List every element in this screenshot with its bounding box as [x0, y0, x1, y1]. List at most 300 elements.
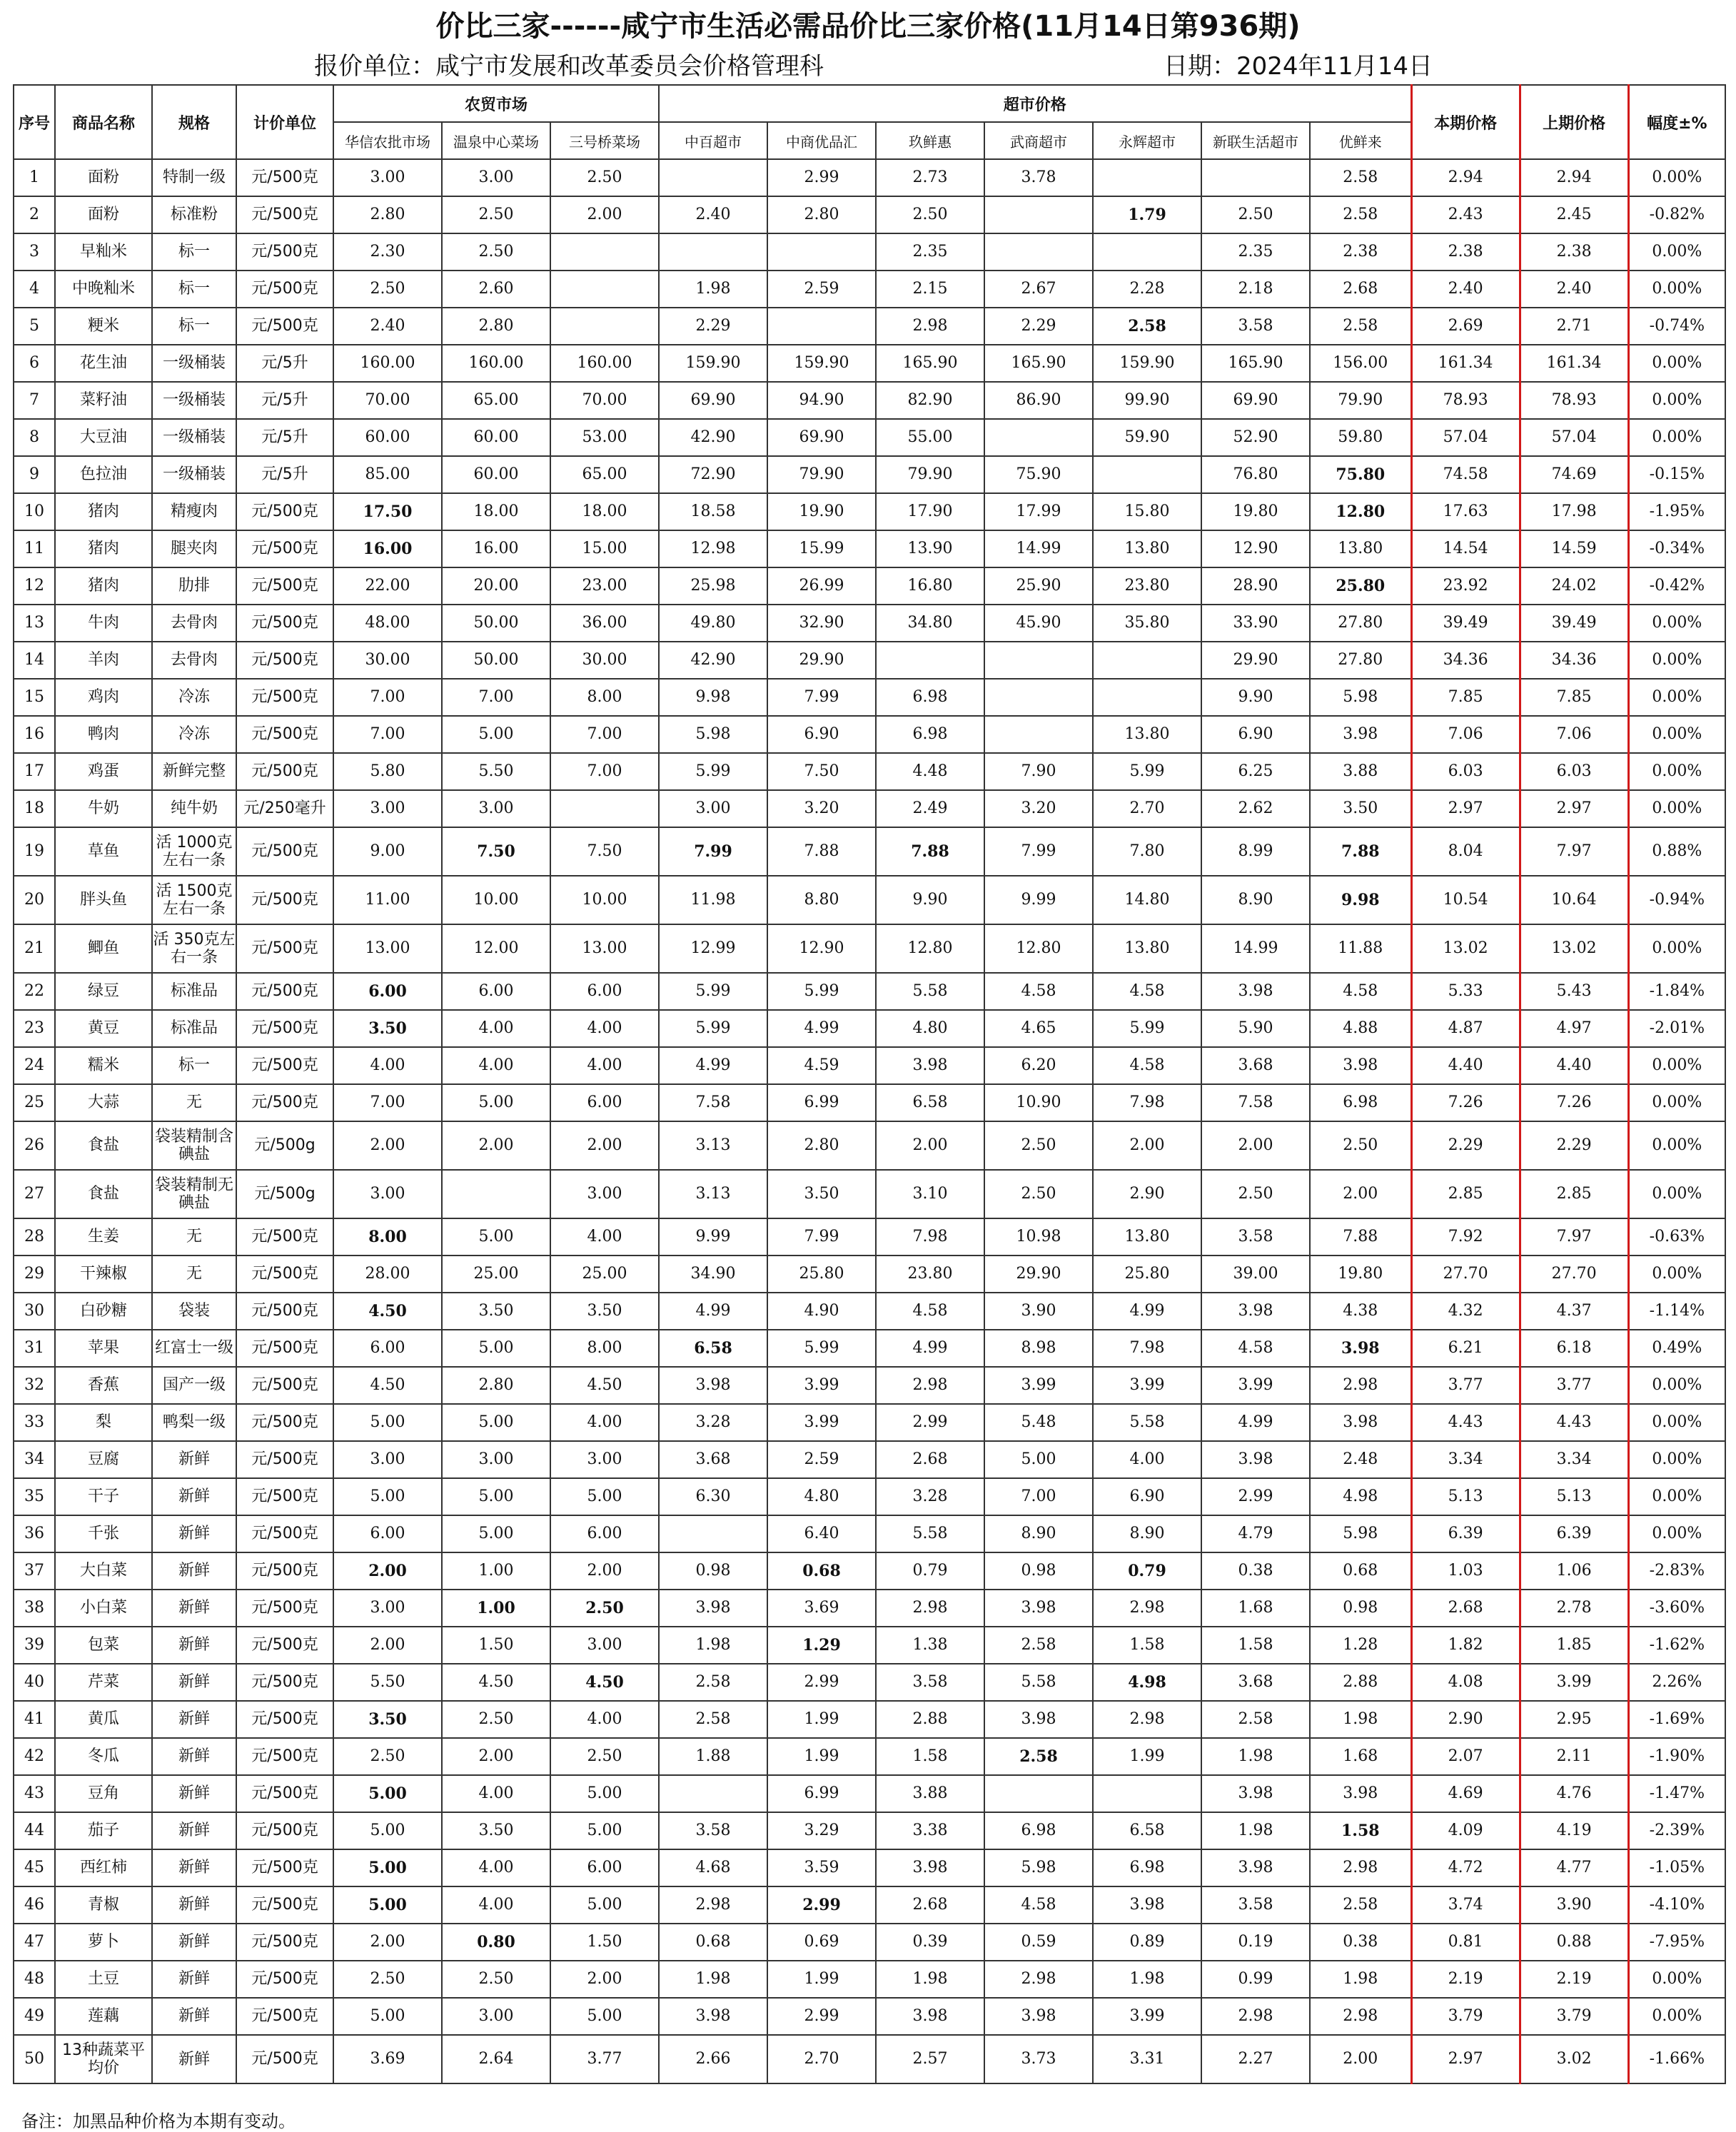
cell-spec: 无 — [152, 1218, 236, 1256]
cell-name: 梨 — [55, 1404, 152, 1441]
cell-change: 0.00% — [1628, 924, 1725, 973]
table-row — [14, 1812, 1725, 1849]
cell-price: 2.58 — [1310, 308, 1411, 345]
cell-price: 0.89 — [1093, 1924, 1201, 1961]
cell-current-price: 3.77 — [1411, 1367, 1520, 1404]
cell-name: 香蕉 — [55, 1367, 152, 1404]
cell-price: 2.50 — [442, 1701, 550, 1738]
cell-price: 7.00 — [333, 679, 442, 716]
cell-price: 3.00 — [333, 1441, 442, 1478]
cell-unit: 元/500克 — [236, 924, 333, 973]
cell-price: 1.98 — [659, 1627, 767, 1664]
cell-price: 7.90 — [984, 753, 1093, 790]
cell-price: 5.00 — [442, 1404, 550, 1441]
cell-price: 2.68 — [876, 1886, 984, 1924]
cell-price: 1.99 — [767, 1701, 876, 1738]
cell-unit: 元/5升 — [236, 345, 333, 382]
cell-seq: 40 — [14, 1664, 55, 1701]
cell-unit: 元/5升 — [236, 419, 333, 456]
cell-price: 17.90 — [876, 493, 984, 530]
cell-price — [659, 159, 767, 196]
cell-price: 12.99 — [659, 924, 767, 973]
cell-price: 18.58 — [659, 493, 767, 530]
cell-price: 2.00 — [550, 196, 659, 233]
cell-previous-price: 17.98 — [1520, 493, 1628, 530]
cell-price: 2.00 — [442, 1121, 550, 1170]
cell-previous-price: 2.97 — [1520, 790, 1628, 827]
cell-name: 鲫鱼 — [55, 924, 152, 973]
cell-unit: 元/500克 — [236, 1404, 333, 1441]
cell-price: 4.00 — [550, 1010, 659, 1047]
cell-change: 2.26% — [1628, 1664, 1725, 1701]
cell-spec: 新鲜 — [152, 1849, 236, 1886]
table-row — [14, 1047, 1725, 1084]
cell-price: 2.00 — [550, 1961, 659, 1998]
cell-price: 2.58 — [1093, 308, 1201, 345]
cell-price — [984, 196, 1093, 233]
cell-current-price: 2.43 — [1411, 196, 1520, 233]
table-row — [14, 605, 1725, 642]
cell-change: -1.84% — [1628, 973, 1725, 1010]
cell-spec: 国产一级 — [152, 1367, 236, 1404]
table-row — [14, 1256, 1725, 1293]
cell-spec: 袋装精制无碘盐 — [152, 1170, 236, 1218]
cell-spec: 新鲜 — [152, 1738, 236, 1775]
cell-price: 3.31 — [1093, 2035, 1201, 2083]
cell-price: 1.50 — [550, 1924, 659, 1961]
cell-price: 5.00 — [333, 1812, 442, 1849]
cell-change: -0.82% — [1628, 196, 1725, 233]
cell-price: 5.99 — [1093, 1010, 1201, 1047]
cell-price — [1201, 159, 1310, 196]
cell-price: 3.00 — [659, 790, 767, 827]
cell-seq: 8 — [14, 419, 55, 456]
cell-price: 3.10 — [876, 1170, 984, 1218]
cell-current-price: 2.94 — [1411, 159, 1520, 196]
table-row — [14, 308, 1725, 345]
cell-spec: 新鲜 — [152, 1590, 236, 1627]
cell-price: 6.98 — [876, 716, 984, 753]
cell-unit: 元/500g — [236, 1170, 333, 1218]
cell-previous-price: 13.02 — [1520, 924, 1628, 973]
cell-price: 7.50 — [767, 753, 876, 790]
cell-price: 2.50 — [442, 196, 550, 233]
cell-price: 29.90 — [984, 1256, 1093, 1293]
cell-price: 3.50 — [550, 1293, 659, 1330]
cell-price: 27.80 — [1310, 642, 1411, 679]
cell-price: 6.90 — [1093, 1478, 1201, 1515]
cell-seq: 44 — [14, 1812, 55, 1849]
cell-price: 7.98 — [1093, 1330, 1201, 1367]
cell-price: 2.50 — [876, 196, 984, 233]
cell-price: 1.50 — [442, 1627, 550, 1664]
cell-price: 12.98 — [659, 530, 767, 567]
cell-unit: 元/500克 — [236, 642, 333, 679]
table-row — [14, 1998, 1725, 2035]
cell-previous-price: 5.13 — [1520, 1478, 1628, 1515]
cell-price: 25.00 — [442, 1256, 550, 1293]
cell-price: 17.99 — [984, 493, 1093, 530]
cell-change: 0.00% — [1628, 419, 1725, 456]
cell-current-price: 23.92 — [1411, 567, 1520, 605]
cell-price: 16.00 — [442, 530, 550, 567]
cell-price: 14.99 — [1201, 924, 1310, 973]
cell-price: 3.98 — [1201, 1441, 1310, 1478]
cell-current-price: 3.74 — [1411, 1886, 1520, 1924]
cell-price: 2.40 — [333, 308, 442, 345]
cell-price: 7.58 — [1201, 1084, 1310, 1121]
cell-price — [1093, 1775, 1201, 1812]
cell-price: 7.99 — [767, 1218, 876, 1256]
cell-previous-price: 2.38 — [1520, 233, 1628, 271]
cell-current-price: 2.40 — [1411, 271, 1520, 308]
cell-unit: 元/500克 — [236, 1849, 333, 1886]
cell-price: 35.80 — [1093, 605, 1201, 642]
cell-price: 2.98 — [1093, 1590, 1201, 1627]
cell-seq: 12 — [14, 567, 55, 605]
cell-price: 6.00 — [550, 1084, 659, 1121]
cell-price: 4.50 — [442, 1664, 550, 1701]
cell-unit: 元/500克 — [236, 567, 333, 605]
cell-unit: 元/500克 — [236, 1478, 333, 1515]
cell-spec: 袋装精制含碘盐 — [152, 1121, 236, 1170]
cell-unit: 元/500克 — [236, 1924, 333, 1961]
cell-name: 菜籽油 — [55, 382, 152, 419]
cell-price: 5.00 — [550, 1478, 659, 1515]
cell-price: 29.90 — [767, 642, 876, 679]
cell-name: 猪肉 — [55, 567, 152, 605]
cell-previous-price: 4.43 — [1520, 1404, 1628, 1441]
cell-price: 7.00 — [984, 1478, 1093, 1515]
cell-price: 34.80 — [876, 605, 984, 642]
cell-seq: 30 — [14, 1293, 55, 1330]
table-row — [14, 1330, 1725, 1367]
cell-change: 0.00% — [1628, 159, 1725, 196]
header-store: 新联生活超市 — [1201, 122, 1310, 159]
cell-price: 48.00 — [333, 605, 442, 642]
cell-price: 5.98 — [1310, 679, 1411, 716]
cell-price: 2.00 — [442, 1738, 550, 1775]
cell-price: 6.25 — [1201, 753, 1310, 790]
cell-price: 6.98 — [1310, 1084, 1411, 1121]
cell-price: 5.00 — [550, 1998, 659, 2035]
cell-name: 食盐 — [55, 1121, 152, 1170]
cell-price — [767, 233, 876, 271]
cell-unit: 元/500克 — [236, 1441, 333, 1478]
cell-price: 160.00 — [442, 345, 550, 382]
cell-price: 2.80 — [767, 1121, 876, 1170]
cell-current-price: 1.03 — [1411, 1552, 1520, 1590]
cell-price: 3.88 — [1310, 753, 1411, 790]
table-row — [14, 642, 1725, 679]
header-farm-markets: 农贸市场 — [333, 85, 659, 122]
cell-price: 2.58 — [984, 1738, 1093, 1775]
cell-price: 4.50 — [550, 1664, 659, 1701]
table-row — [14, 159, 1725, 196]
cell-current-price: 5.13 — [1411, 1478, 1520, 1515]
cell-price: 4.58 — [1093, 973, 1201, 1010]
cell-price: 42.90 — [659, 642, 767, 679]
cell-previous-price: 57.04 — [1520, 419, 1628, 456]
cell-current-price: 8.04 — [1411, 827, 1520, 876]
cell-price: 1.58 — [1201, 1627, 1310, 1664]
cell-seq: 26 — [14, 1121, 55, 1170]
cell-spec: 无 — [152, 1256, 236, 1293]
cell-price: 159.90 — [767, 345, 876, 382]
table-row — [14, 1775, 1725, 1812]
table-row — [14, 382, 1725, 419]
cell-seq: 45 — [14, 1849, 55, 1886]
cell-price: 75.80 — [1310, 456, 1411, 493]
cell-price: 32.90 — [767, 605, 876, 642]
cell-unit: 元/5升 — [236, 456, 333, 493]
cell-price: 9.00 — [333, 827, 442, 876]
cell-name: 糯米 — [55, 1047, 152, 1084]
cell-price: 2.00 — [550, 1552, 659, 1590]
cell-price: 4.00 — [442, 1849, 550, 1886]
cell-current-price: 4.09 — [1411, 1812, 1520, 1849]
cell-price: 9.99 — [984, 876, 1093, 924]
cell-price: 0.39 — [876, 1924, 984, 1961]
cell-unit: 元/500克 — [236, 1218, 333, 1256]
cell-price: 1.38 — [876, 1627, 984, 1664]
cell-price: 7.58 — [659, 1084, 767, 1121]
cell-price: 2.57 — [876, 2035, 984, 2083]
cell-price: 29.90 — [1201, 642, 1310, 679]
cell-change: -2.01% — [1628, 1010, 1725, 1047]
cell-price: 5.50 — [442, 753, 550, 790]
cell-price: 3.50 — [1310, 790, 1411, 827]
cell-spec: 标一 — [152, 233, 236, 271]
cell-current-price: 4.72 — [1411, 1849, 1520, 1886]
cell-spec: 一级桶装 — [152, 419, 236, 456]
cell-current-price: 2.19 — [1411, 1961, 1520, 1998]
cell-price: 2.68 — [876, 1441, 984, 1478]
cell-price: 5.00 — [442, 1330, 550, 1367]
cell-price: 12.90 — [1201, 530, 1310, 567]
cell-current-price: 4.69 — [1411, 1775, 1520, 1812]
cell-price: 4.50 — [333, 1293, 442, 1330]
cell-price: 59.90 — [1093, 419, 1201, 456]
cell-price: 7.88 — [1310, 827, 1411, 876]
cell-previous-price: 0.88 — [1520, 1924, 1628, 1961]
cell-price — [550, 790, 659, 827]
cell-price: 7.98 — [1093, 1084, 1201, 1121]
cell-price: 14.99 — [984, 530, 1093, 567]
cell-price: 60.00 — [333, 419, 442, 456]
table-row — [14, 1293, 1725, 1330]
cell-price: 0.79 — [876, 1552, 984, 1590]
table-row — [14, 1121, 1725, 1170]
cell-price: 6.58 — [1093, 1812, 1201, 1849]
cell-price: 25.80 — [1310, 567, 1411, 605]
table-row — [14, 1701, 1725, 1738]
cell-price: 3.77 — [550, 2035, 659, 2083]
cell-change: 0.00% — [1628, 679, 1725, 716]
cell-spec: 特制一级 — [152, 159, 236, 196]
cell-price: 5.00 — [333, 1886, 442, 1924]
cell-seq: 35 — [14, 1478, 55, 1515]
cell-previous-price: 2.11 — [1520, 1738, 1628, 1775]
table-row — [14, 233, 1725, 271]
cell-current-price: 4.32 — [1411, 1293, 1520, 1330]
price-table-body — [14, 159, 1725, 2083]
cell-spec: 新鲜 — [152, 1812, 236, 1849]
cell-price: 6.98 — [1093, 1849, 1201, 1886]
cell-price: 2.48 — [1310, 1441, 1411, 1478]
cell-price: 2.35 — [1201, 233, 1310, 271]
cell-price: 4.00 — [550, 1218, 659, 1256]
cell-price: 4.58 — [876, 1293, 984, 1330]
cell-price: 5.58 — [876, 973, 984, 1010]
cell-price — [1093, 233, 1201, 271]
cell-price: 15.00 — [550, 530, 659, 567]
cell-price: 60.00 — [442, 456, 550, 493]
cell-unit: 元/500克 — [236, 196, 333, 233]
cell-price: 4.99 — [659, 1293, 767, 1330]
cell-spec: 新鲜 — [152, 1961, 236, 1998]
cell-change: 0.00% — [1628, 1367, 1725, 1404]
cell-price: 53.00 — [550, 419, 659, 456]
cell-price — [984, 642, 1093, 679]
cell-unit: 元/5升 — [236, 382, 333, 419]
cell-unit: 元/500克 — [236, 1886, 333, 1924]
cell-price: 3.58 — [659, 1812, 767, 1849]
cell-price: 5.48 — [984, 1404, 1093, 1441]
cell-unit: 元/500克 — [236, 2035, 333, 2083]
cell-price: 3.58 — [1201, 1218, 1310, 1256]
table-row — [14, 1441, 1725, 1478]
cell-name: 鸡蛋 — [55, 753, 152, 790]
header-store: 优鲜来 — [1310, 122, 1411, 159]
cell-price: 12.80 — [984, 924, 1093, 973]
cell-current-price: 0.81 — [1411, 1924, 1520, 1961]
cell-seq: 27 — [14, 1170, 55, 1218]
cell-name: 豆腐 — [55, 1441, 152, 1478]
cell-price: 5.00 — [442, 1218, 550, 1256]
cell-price — [442, 1170, 550, 1218]
cell-price: 165.90 — [984, 345, 1093, 382]
cell-price: 52.90 — [1201, 419, 1310, 456]
cell-seq: 36 — [14, 1515, 55, 1552]
cell-current-price: 2.97 — [1411, 790, 1520, 827]
cell-price: 8.80 — [767, 876, 876, 924]
cell-price: 159.90 — [1093, 345, 1201, 382]
cell-price — [984, 716, 1093, 753]
table-row — [14, 924, 1725, 973]
cell-price: 7.00 — [550, 716, 659, 753]
cell-name: 土豆 — [55, 1961, 152, 1998]
table-row — [14, 1664, 1725, 1701]
cell-price: 3.98 — [659, 1367, 767, 1404]
cell-price: 8.90 — [1201, 876, 1310, 924]
cell-price: 1.98 — [1310, 1701, 1411, 1738]
cell-price: 12.90 — [767, 924, 876, 973]
cell-price: 3.20 — [984, 790, 1093, 827]
cell-price — [1093, 642, 1201, 679]
cell-name: 冬瓜 — [55, 1738, 152, 1775]
cell-price: 1.98 — [1093, 1961, 1201, 1998]
cell-price: 1.58 — [1093, 1627, 1201, 1664]
cell-price: 5.99 — [767, 1330, 876, 1367]
cell-price: 4.58 — [1093, 1047, 1201, 1084]
cell-price — [984, 233, 1093, 271]
cell-price: 2.98 — [1310, 1998, 1411, 2035]
cell-previous-price: 2.78 — [1520, 1590, 1628, 1627]
table-row — [14, 1084, 1725, 1121]
table-row — [14, 827, 1725, 876]
cell-price: 5.00 — [442, 1084, 550, 1121]
cell-price: 82.90 — [876, 382, 984, 419]
cell-price: 9.90 — [1201, 679, 1310, 716]
cell-spec: 袋装 — [152, 1293, 236, 1330]
cell-unit: 元/500克 — [236, 1961, 333, 1998]
cell-price: 25.90 — [984, 567, 1093, 605]
cell-current-price: 34.36 — [1411, 642, 1520, 679]
cell-price: 1.28 — [1310, 1627, 1411, 1664]
cell-price: 25.80 — [1093, 1256, 1201, 1293]
cell-seq: 16 — [14, 716, 55, 753]
cell-change: -1.90% — [1628, 1738, 1725, 1775]
cell-price: 4.00 — [550, 1404, 659, 1441]
cell-current-price: 161.34 — [1411, 345, 1520, 382]
cell-current-price: 2.69 — [1411, 308, 1520, 345]
cell-current-price: 2.68 — [1411, 1590, 1520, 1627]
cell-unit: 元/500克 — [236, 1293, 333, 1330]
cell-current-price: 39.49 — [1411, 605, 1520, 642]
cell-price: 7.98 — [876, 1218, 984, 1256]
header-spec: 规格 — [152, 85, 236, 159]
cell-price: 6.00 — [333, 1515, 442, 1552]
cell-spec: 活 1000克左右一条 — [152, 827, 236, 876]
cell-price: 5.58 — [876, 1515, 984, 1552]
cell-current-price: 4.40 — [1411, 1047, 1520, 1084]
cell-unit: 元/500克 — [236, 1775, 333, 1812]
cell-change: -1.69% — [1628, 1701, 1725, 1738]
cell-name: 莲藕 — [55, 1998, 152, 2035]
cell-name: 面粉 — [55, 159, 152, 196]
cell-price: 1.98 — [1201, 1812, 1310, 1849]
cell-price: 3.00 — [333, 1590, 442, 1627]
cell-seq: 41 — [14, 1701, 55, 1738]
cell-seq: 47 — [14, 1924, 55, 1961]
cell-seq: 15 — [14, 679, 55, 716]
cell-price: 2.50 — [333, 1738, 442, 1775]
cell-name: 萝卜 — [55, 1924, 152, 1961]
cell-name: 鸭肉 — [55, 716, 152, 753]
cell-price: 28.00 — [333, 1256, 442, 1293]
cell-price — [1093, 679, 1201, 716]
table-row — [14, 1552, 1725, 1590]
cell-price: 2.58 — [1310, 196, 1411, 233]
cell-price: 3.98 — [659, 1590, 767, 1627]
cell-unit: 元/500克 — [236, 1256, 333, 1293]
cell-price: 11.98 — [659, 876, 767, 924]
cell-current-price: 3.34 — [1411, 1441, 1520, 1478]
cell-current-price: 7.26 — [1411, 1084, 1520, 1121]
cell-seq: 32 — [14, 1367, 55, 1404]
cell-price: 8.90 — [984, 1515, 1093, 1552]
table-row — [14, 530, 1725, 567]
cell-previous-price: 2.71 — [1520, 308, 1628, 345]
cell-price — [984, 419, 1093, 456]
cell-price: 45.90 — [984, 605, 1093, 642]
cell-price: 2.59 — [767, 1441, 876, 1478]
cell-price: 5.00 — [550, 1886, 659, 1924]
cell-price: 1.98 — [1310, 1961, 1411, 1998]
cell-price: 2.00 — [1310, 1170, 1411, 1218]
cell-price: 9.98 — [1310, 876, 1411, 924]
